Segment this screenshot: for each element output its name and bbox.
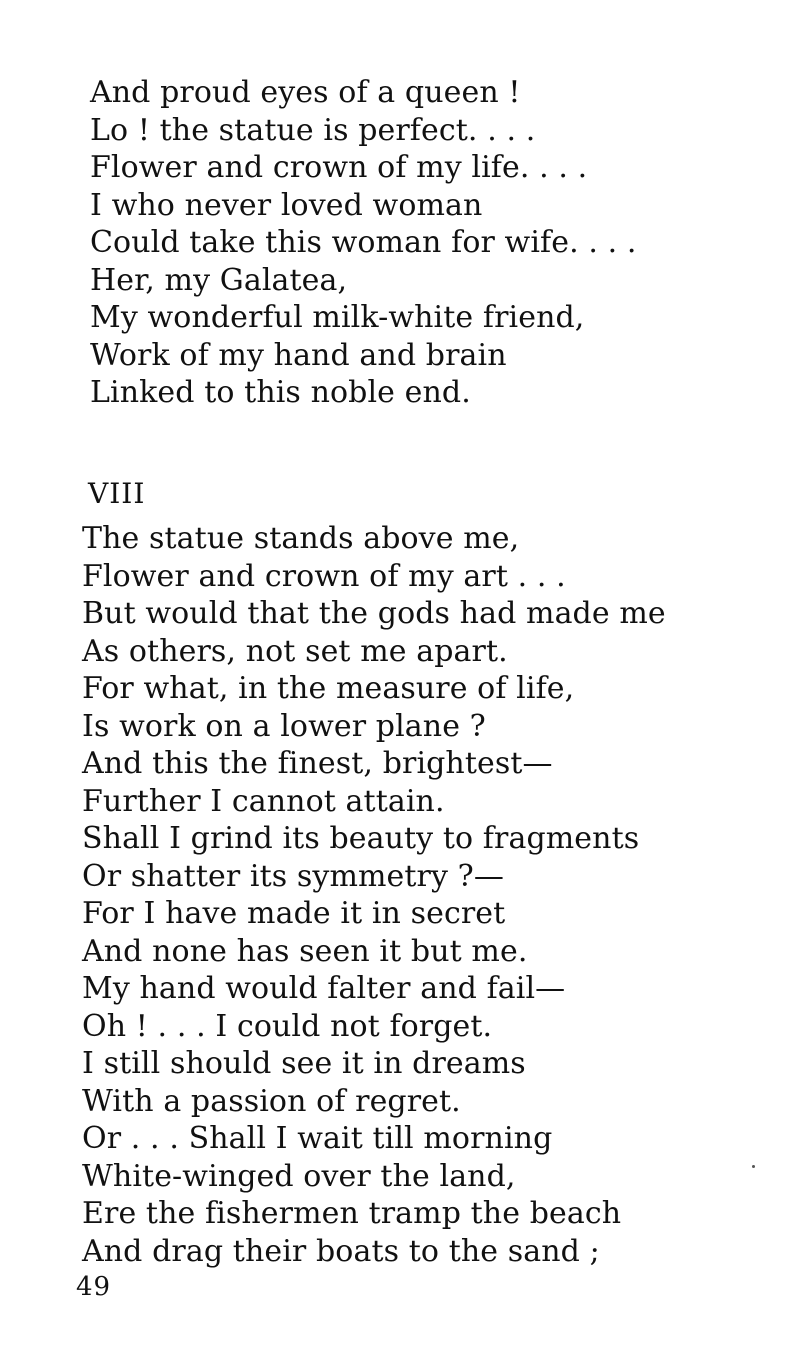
stanza-continuation bbox=[90, 74, 637, 412]
poem-line: My wonderful milk-white friend, bbox=[90, 300, 585, 335]
poem-line: Flower and crown of my life. . . . bbox=[90, 150, 588, 185]
poem-line: As others, not set me apart. bbox=[82, 633, 508, 669]
poem-line: Flower and crown of my art . . . bbox=[82, 558, 566, 594]
poem-line: And this the finest, brightest— bbox=[82, 746, 553, 781]
poem-line: And none has seen it but me. bbox=[82, 933, 528, 969]
poem-line: Ere the fishermen tramp the beach bbox=[82, 1196, 622, 1231]
poem-line: Work of my hand and brain bbox=[90, 337, 507, 373]
poem-line: Or . . . Shall I wait till morning bbox=[82, 1121, 553, 1156]
poem-line: For what, in the measure of life, bbox=[82, 671, 575, 706]
poem-line: Oh ! . . . I could not forget. bbox=[82, 1008, 493, 1044]
page-number: 49 bbox=[76, 1272, 112, 1302]
poem-line: Lo ! the statue is perfect. . . . bbox=[90, 112, 536, 148]
poem-line: My hand would falter and fail— bbox=[82, 971, 566, 1006]
stanza-viii bbox=[82, 520, 666, 1270]
poem-line: With a passion of regret. bbox=[82, 1083, 461, 1119]
poem-line: Linked to this noble end. bbox=[90, 375, 471, 410]
poem-line: For I have made it in secret bbox=[82, 896, 506, 931]
poem-line: I who never loved woman bbox=[90, 187, 483, 223]
poem-line: I still should see it in dreams bbox=[82, 1046, 526, 1081]
poem-line: Shall I grind its beauty to fragments bbox=[82, 821, 640, 856]
poem-line: White-winged over the land, bbox=[82, 1158, 516, 1194]
poem-line: Or shatter its symmetry ?— bbox=[82, 858, 504, 894]
poem-line: Is work on a lower plane ? bbox=[82, 708, 486, 744]
poem-line: Could take this woman for wife. . . . bbox=[90, 225, 637, 260]
poem-line: But would that the gods had made me bbox=[82, 596, 666, 631]
poem-line: And proud eyes of a queen ! bbox=[90, 75, 521, 110]
poem-line: The statue stands above me, bbox=[82, 521, 520, 556]
section-heading: VIII bbox=[88, 477, 146, 510]
print-speck bbox=[752, 1165, 755, 1168]
poem-line: Further I cannot attain. bbox=[82, 783, 445, 819]
poem-line: And drag their boats to the sand ; bbox=[82, 1233, 600, 1269]
poem-line: Her, my Galatea, bbox=[90, 262, 348, 298]
